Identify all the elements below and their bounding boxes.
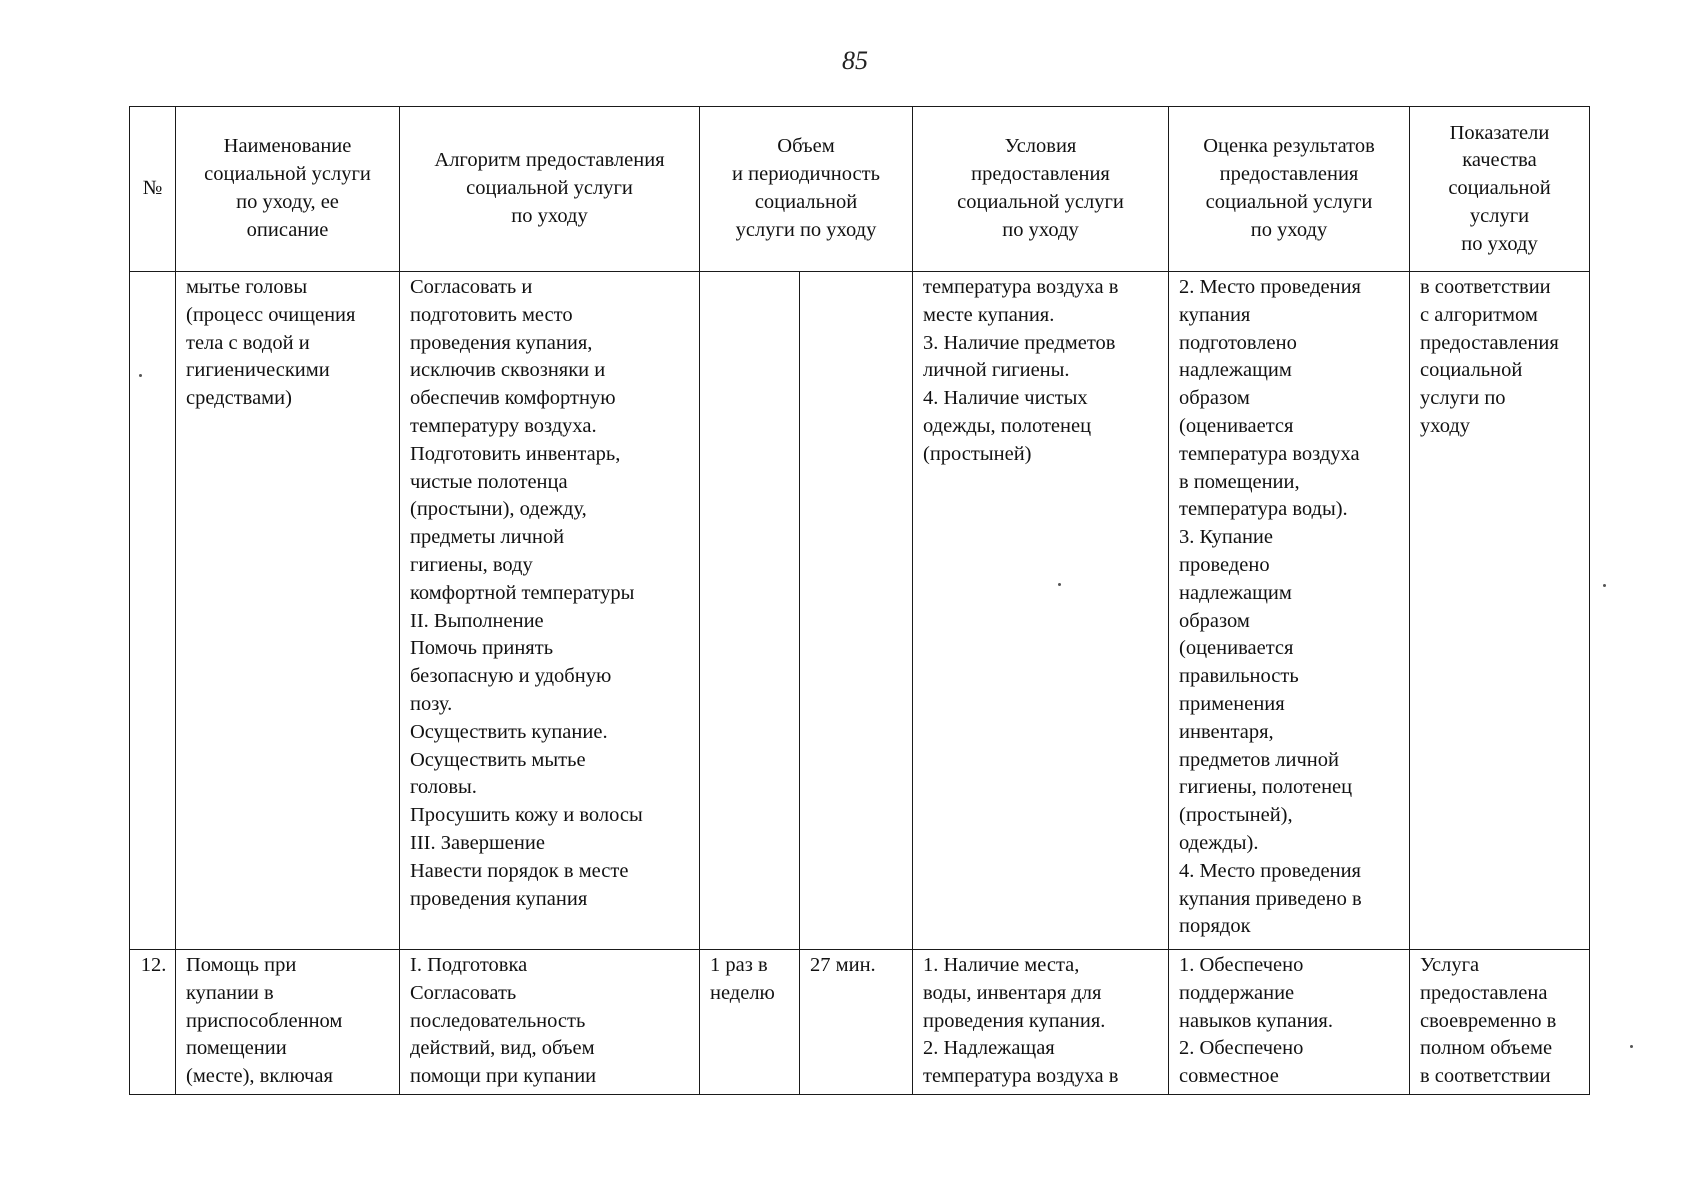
- cell-evaluation: 2. Место проведения купания подготовлено надлежащим образом (оценивается температура воздуха в помещении, температура воды). 3. Купание проведено надлежащим образом (оценивается правильность применения инвентаря, предметов личной гигиены, полотенец (простыней), одежды). 4. Место проведения купания приведено в порядок: [1169, 272, 1410, 950]
- header-service-name: Наименование социальной услуги по уходу, ее описание: [176, 107, 400, 272]
- cell-periodicity: [800, 272, 913, 950]
- cell-evaluation: 1. Обеспечено поддержание навыков купания. 2. Обеспечено совместное: [1169, 950, 1410, 1095]
- cell-service-name: Помощь при купании в приспособленном помещении (месте), включая: [176, 950, 400, 1095]
- cell-number: [130, 272, 176, 950]
- header-conditions: Условия предоставления социальной услуги по уходу: [913, 107, 1169, 272]
- cell-conditions: 1. Наличие места, воды, инвентаря для проведения купания. 2. Надлежащая температура воздуха в: [913, 950, 1169, 1095]
- cell-volume: 1 раз в неделю: [700, 950, 800, 1095]
- scan-speck: [1603, 584, 1606, 587]
- header-algorithm: Алгоритм предоставления социальной услуги по уходу: [400, 107, 700, 272]
- cell-periodicity: 27 мин.: [800, 950, 913, 1095]
- scan-speck: [139, 374, 142, 377]
- cell-number: 12.: [130, 950, 176, 1095]
- header-evaluation: Оценка результатов предоставления социальной услуги по уходу: [1169, 107, 1410, 272]
- page-number: 85: [842, 46, 868, 75]
- table-header-row: [130, 107, 1590, 272]
- scan-speck: [1630, 1045, 1633, 1048]
- cell-algorithm: I. Подготовка Согласовать последовательность действий, вид, объем помощи при купании: [400, 950, 700, 1095]
- cell-algorithm: Согласовать и подготовить место проведения купания, исключив сквозняки и обеспечив комфортную температуру воздуха. Подготовить инвентарь, чистые полотенца (простыни), одежду, предметы личной гигиены, воду комфортной температуры II. Выполнение Помочь принять безопасную и удобную позу. Осуществить купание. Осуществить мытье головы. Просушить кожу и волосы III. Завершение Навести порядок в месте проведения купания: [400, 272, 700, 950]
- header-number: №: [130, 107, 176, 272]
- cell-conditions: температура воздуха в месте купания. 3. Наличие предметов личной гигиены. 4. Наличие чистых одежды, полотенец (простыней): [913, 272, 1169, 950]
- cell-quality: в соответствии с алгоритмом предоставления социальной услуги по уходу: [1410, 272, 1590, 950]
- table-row: [130, 272, 1590, 950]
- services-table: [129, 106, 1590, 1095]
- header-volume-periodicity: Объем и периодичность социальной услуги по уходу: [700, 107, 913, 272]
- header-quality: Показатели качества социальной услуги по уходу: [1410, 107, 1590, 272]
- scan-speck: [1058, 583, 1061, 586]
- cell-quality: Услуга предоставлена своевременно в полном объеме в соответствии: [1410, 950, 1590, 1095]
- cell-volume: [700, 272, 800, 950]
- table-row: [130, 950, 1590, 1095]
- cell-service-name: мытье головы (процесс очищения тела с водой и гигиеническими средствами): [176, 272, 400, 950]
